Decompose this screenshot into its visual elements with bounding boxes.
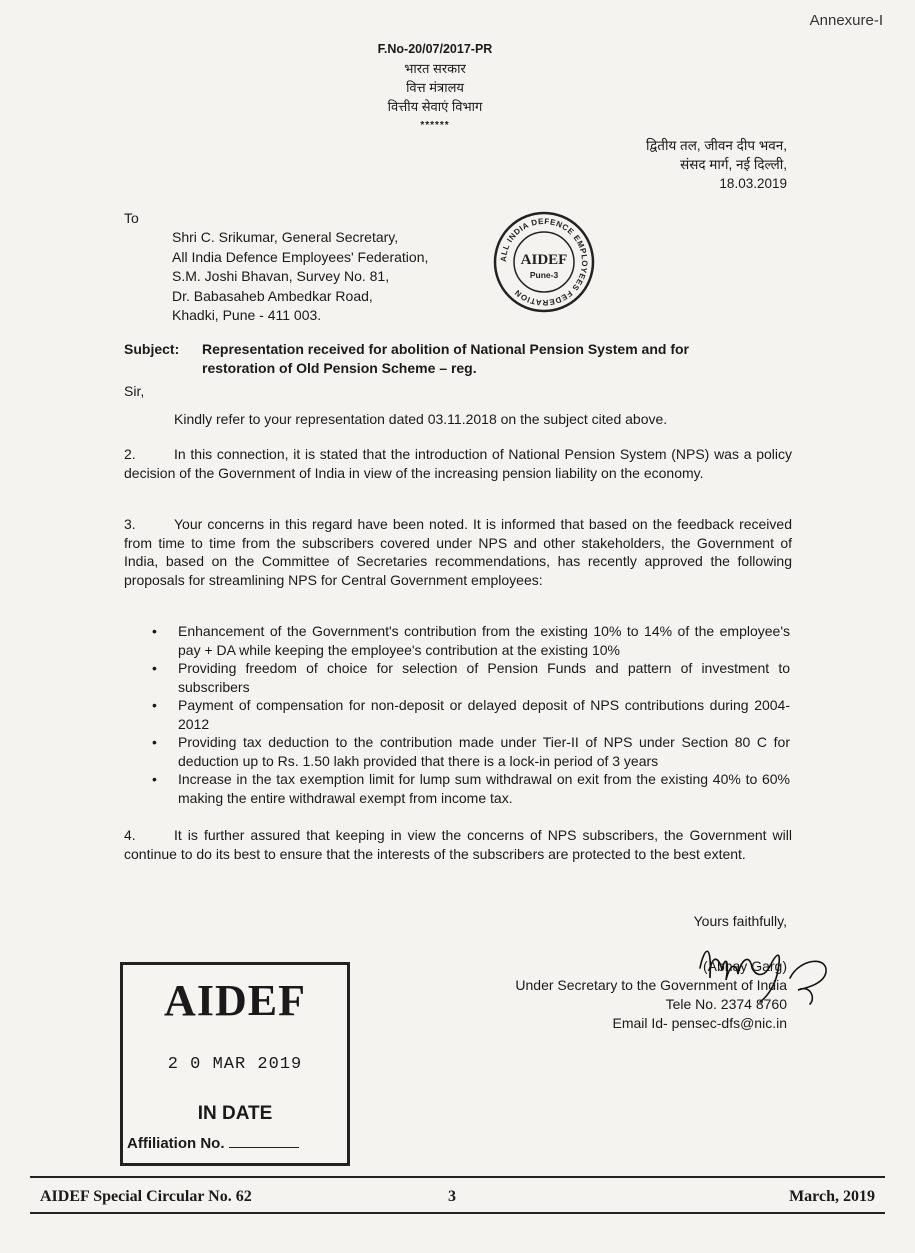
list-item: • Increase in the tax exemption limit for lump sum withdrawal on exit from the existing 40% to 60% making the entire withdrawal exempt from income tax.: [150, 770, 790, 807]
proposal-list: [150, 622, 790, 807]
closing: Yours faithfully,: [693, 913, 787, 929]
sender-address-line-1: द्वितीय तल, जीवन दीप भवन,: [646, 138, 787, 153]
letterhead-line-3: वित्तीय सेवाएं विभाग: [387, 99, 483, 114]
paragraph-text: Your concerns in this regard have been noted. It is informed that based on the feedback received from time to time from the subscribers covered under NPS and other stakeholders, the Government of India, based on the Committee of Secretaries recommendations, has recently approved the following proposals for streamlining NPS for Central Government employees:: [124, 516, 792, 588]
signatory-designation: Under Secretary to the Government of India: [515, 977, 787, 993]
paragraph-4: [124, 826, 792, 863]
letterhead-line-2: वित्त मंत्रालय: [406, 80, 464, 95]
seal-center-text: AIDEF: [520, 252, 568, 268]
addressee-line: All India Defence Employees' Federation,: [172, 248, 429, 265]
footer-page-number: 3: [448, 1188, 456, 1205]
affiliation-blank-line: [229, 1147, 299, 1148]
signatory-name: (Abhay Garg): [702, 958, 787, 974]
footer: [40, 1188, 875, 1210]
subject-label: Subject:: [124, 341, 180, 357]
letterhead-line-1: भारत सरकार: [404, 61, 466, 76]
footer-rule-bottom: [30, 1212, 885, 1214]
letter-date: 18.03.2019: [719, 176, 787, 191]
footer-circular: AIDEF Special Circular No. 62: [40, 1188, 252, 1205]
aidef-seal: [492, 210, 596, 314]
salutation: Sir,: [124, 383, 145, 399]
paragraph-3: [124, 515, 792, 589]
footer-rule-top: [30, 1176, 885, 1178]
list-item: • Providing freedom of choice for selection of Pension Funds and pattern of investment to subscribers: [150, 659, 790, 696]
sender-address-line-2: संसद मार्ग, नई दिल्ली,: [680, 157, 787, 172]
subject-line-2: restoration of Old Pension Scheme – reg.: [202, 360, 477, 376]
stamp-in-date: IN DATE: [197, 1103, 273, 1124]
signature-block: [515, 912, 787, 1033]
list-item: • Payment of compensation for non-deposit or delayed deposit of NPS contributions during 2004-2012: [150, 696, 790, 733]
paragraph-number: 4.: [124, 827, 136, 843]
file-number: F.No-20/07/2017-PR: [377, 42, 493, 56]
subject-block: [124, 340, 792, 378]
list-item: • Enhancement of the Government's contribution from the existing 10% to 14% of the employee's pay + DA while keeping the employee's contribution at the existing 10%: [150, 622, 790, 659]
seal-sub-text: Pune-3: [529, 270, 559, 280]
paragraph-text: It is further assured that keeping in view the concerns of NPS subscribers, the Government will continue to do its best to ensure that the interests of the subscribers are protected to the best extent.: [124, 827, 792, 862]
addressee-block: [172, 228, 428, 326]
signatory-email: Email Id- pensec-dfs@nic.in: [612, 1015, 787, 1031]
paragraph-number: 2.: [124, 446, 136, 462]
footer-date: March, 2019: [789, 1188, 875, 1205]
addressee-line: S.M. Joshi Bhavan, Survey No. 81,: [172, 268, 390, 284]
received-stamp: [120, 962, 350, 1166]
subject-line-1: Representation received for abolition of National Pension System and for: [202, 341, 689, 357]
paragraph-2: [124, 445, 792, 482]
addressee-line: Shri C. Srikumar, General Secretary,: [172, 229, 399, 245]
annexure-label: Annexure-I: [809, 12, 883, 29]
sender-address: [646, 136, 787, 193]
paragraph-text: In this connection, it is stated that the introduction of National Pension System (NPS) was a policy decision of the Government of India in view of the increasing pension liability on the economy.: [124, 446, 792, 481]
stamp-date: 2 0 MAR 2019: [167, 1055, 303, 1074]
to-label: To: [124, 210, 139, 226]
addressee-line: Dr. Babasaheb Ambedkar Road,: [172, 287, 373, 304]
letterhead-stars: ******: [420, 120, 450, 131]
addressee-line: Khadki, Pune - 411 003.: [172, 307, 322, 323]
list-item: • Providing tax deduction to the contribution made under Tier-II of NPS under Section 80 C for deduction up to Rs. 1.50 lakh provided that there is a lock-in period of 3 years: [150, 733, 790, 770]
paragraph-1: Kindly refer to your representation dated 03.11.2018 on the subject cited above.: [174, 411, 668, 427]
letterhead: [0, 40, 870, 135]
paragraph-number: 3.: [124, 516, 136, 532]
signatory-phone: Tele No. 2374 8760: [665, 996, 787, 1012]
seal-ring-text: ALL INDIA DEFENCE EMPLOYEES FEDERATION: [498, 216, 590, 308]
stamp-title: AIDEF: [164, 976, 306, 1025]
stamp-affiliation: Affiliation No.: [127, 1135, 225, 1152]
